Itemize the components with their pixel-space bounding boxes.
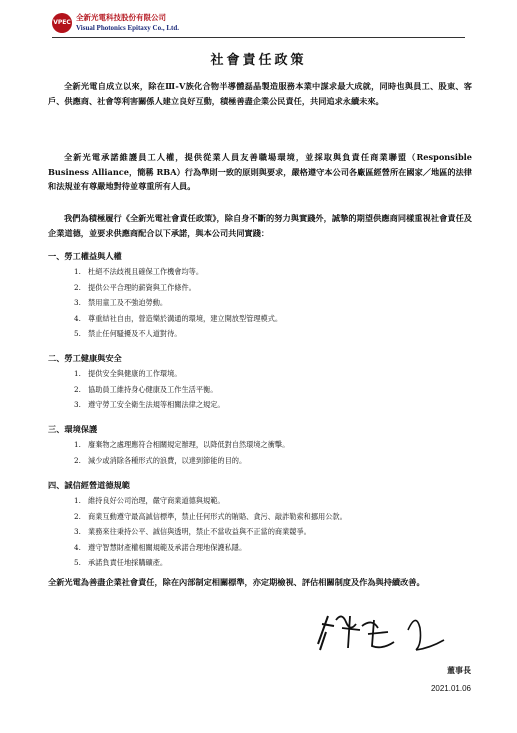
section-heading-environment: 三、環境保護 xyxy=(48,424,98,434)
list-item: 2. 商業互動遵守最高誠信標準，禁止任何形式的賄賂、貪污、敲詐勒索和挪用公款。 xyxy=(74,511,347,521)
list-item: 4. 尊重結社自由，營造樂於溝通的環境，建立開放型管理模式。 xyxy=(74,313,283,323)
list-item: 1. 廢棄物之處理應符合相關規定辦理，以降低對自然環境之衝擊。 xyxy=(74,440,290,449)
list-item: 2. 提供公平合理的薪資與工作條件。 xyxy=(74,282,196,292)
logo-text: VPEC xyxy=(53,19,71,26)
section-list-labor-rights xyxy=(74,264,282,342)
document-title: 社會責任政策 xyxy=(210,53,307,68)
company-name-en: Visual Photonics Epitaxy Co., Ltd. xyxy=(76,24,180,32)
intro-paragraph-3: 我們為積極履行《全新光電社會責任政策》，除自身不斷的努力與實踐外，誠摯的期望供應商同樣重視社會責任及企業道德，並要求供應商配合以下承諾，與本公司共同實踐： xyxy=(48,213,472,238)
list-item: 1. 提供安全與健康的工作環境。 xyxy=(74,369,182,378)
section-list-health-safety xyxy=(74,366,225,413)
section-heading-ethics: 四、誠信經營道德規範 xyxy=(48,480,130,490)
list-item: 5. 承諾負責任地採購礦產。 xyxy=(74,558,168,567)
handwritten-signature xyxy=(312,604,462,652)
closing-paragraph: 全新光電為善盡企業社會責任，除在內部制定相關標準，亦定期檢視、評估相關制度及作為與持續改善。 xyxy=(48,577,425,587)
list-item: 4. 遵守智慧財產權相關規範及承諾合理地保護私隱。 xyxy=(74,542,247,552)
signatory-title: 董事長 xyxy=(447,665,471,675)
list-item: 3. 業務來往秉持公平、誠信與透明，禁止不當收益與不正當的商業競爭。 xyxy=(74,527,311,536)
list-item: 5. 禁止任何騷擾及不人道對待。 xyxy=(74,329,182,338)
section-heading-health-safety: 二、勞工健康與安全 xyxy=(48,353,122,363)
list-item: 1. 杜絕不法歧視且確保工作機會均等。 xyxy=(74,267,204,276)
company-logo xyxy=(52,13,72,33)
list-item: 3. 禁用童工及不強迫勞動。 xyxy=(74,298,168,307)
list-item: 2. 減少或消除各種形式的浪費，以達到節能的目的。 xyxy=(74,455,247,465)
section-heading-labor-rights: 一、勞工權益與人權 xyxy=(48,251,122,261)
letterhead xyxy=(52,13,179,33)
intro-paragraph-2: 全新光電承諾維護員工人權，提供從業人員友善職場環境，並採取與負責任商業聯盟（Responsible Business Alliance，簡稱 RBA）行為準則一致的原則與要求，嚴格遵守本公司各廠區經營所在國家／地區的法律和法規並有尊嚴地對待並尊重所有人員。 xyxy=(48,152,472,191)
header-divider xyxy=(52,37,465,38)
company-name-zh: 全新光電科技股份有限公司 xyxy=(76,13,166,22)
section-list-environment xyxy=(74,437,289,468)
list-item: 3. 遵守勞工安全衛生法規等相關法律之規定。 xyxy=(74,400,225,409)
company-names xyxy=(76,13,179,33)
list-item: 2. 協助員工維持身心健康及工作生活平衡。 xyxy=(74,384,218,394)
signature-date: 2021.01.06 xyxy=(430,684,471,693)
section-list-ethics xyxy=(74,493,347,571)
intro-paragraph-1: 全新光電自成立以來，除在Ⅲ-Ⅴ族化合物半導體磊晶製造服務本業中謀求最大成就，同時也與員工、股東、客戶、供應商、社會等利害關係人建立良好互動，積極善盡企業公民責任，共同追求永續未來。 xyxy=(48,81,472,106)
list-item: 1. 維持良好公司治理，嚴守商業道德與規範。 xyxy=(74,496,225,505)
